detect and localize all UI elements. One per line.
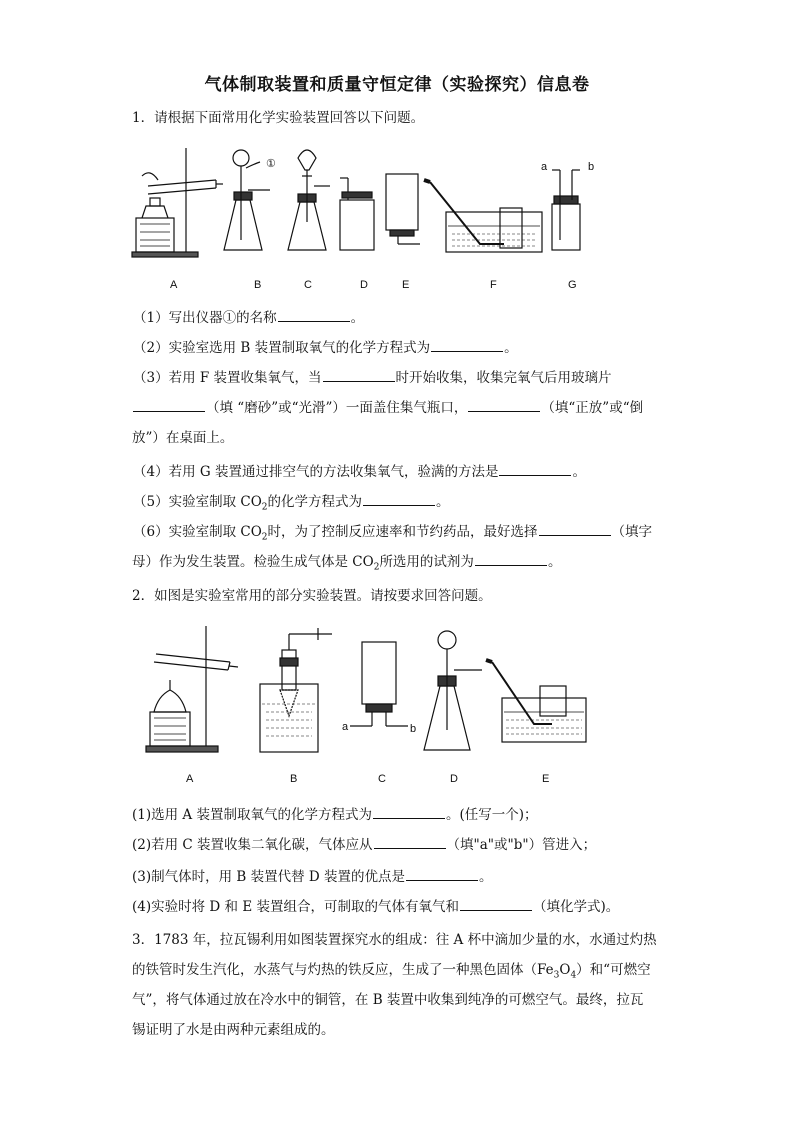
q1-part6-sub2: 2 [373,562,380,573]
q1-part6-text-c: （填字 [611,524,653,540]
q2-part1-end: 。(任写一个)； [445,807,538,823]
fig-label-D: D [450,773,458,785]
label-port-b: b [588,161,595,173]
q1-part1-text: （1）写出仪器①的名称 [133,310,277,326]
q1-part2-text: （2）实验室选用 B 装置制取氧气的化学方程式为 [133,340,431,356]
q1-part6-text-e: 所选用的试剂为 [379,554,474,570]
q2-part1-text: (1)选用 A 装置制取氧气的化学方程式为 [132,807,372,823]
q3-line2-text-a: 的铁管时发生汽化，水蒸气与灼热的铁反应，生成了一种黑色固体（Fe [132,962,554,978]
q1-part6-blank2[interactable] [475,552,547,566]
q2-part1 [132,805,672,825]
q1-part4-end: 。 [572,464,586,480]
q2-part4-end: （填化学式)。 [532,899,620,915]
q1-part6-sub: 2 [261,532,268,543]
q2-part3-text: (3)制气体时，用 B 装置代替 D 装置的优点是 [132,869,406,885]
q2-part3 [132,867,672,887]
q2-stem: 2．如图是实验室常用的部分实验装置。请按要求回答问题。 [132,588,492,604]
q3-line2-sub1: 3 [553,970,560,981]
q1-part3-line1 [133,368,673,388]
q1-part2-end: 。 [504,340,518,356]
q1-part5-blank[interactable] [363,492,435,506]
q1-part6-end: 。 [547,554,562,570]
q2-part3-blank[interactable] [406,867,478,881]
q2-figure [140,620,600,790]
label-circled-one: ① [266,158,276,170]
q1-part2-blank[interactable] [431,338,503,352]
q1-figure [128,140,598,300]
q1-part4-text: （4）若用 G 装置通过排空气的方法收集氧气，验满的方法是 [133,464,499,480]
q1-part3-text-c: （填 “磨砂”或“光滑”）一面盖住集气瓶口， [206,400,468,416]
label-port-b: b [410,723,417,735]
q1-part6-line2 [132,552,672,578]
q2-part4-blank[interactable] [460,897,532,911]
fig-label-A: A [186,773,194,785]
fig-label-D: D [360,279,368,291]
q1-part3-text-b: 时开始收集，收集完氧气后用玻璃片 [395,370,612,386]
q1-part1 [133,308,673,328]
q1-part3-line2 [132,398,672,418]
q3-line3: 气”，将气体通过放在冷水中的铜管，在 B 装置中收集到纯净的可燃空气。最终，拉瓦 [132,992,644,1008]
q1-part1-blank[interactable] [278,308,350,322]
q1-part1-end: 。 [350,310,365,326]
fig-label-E: E [542,773,550,785]
q2-part2-text: (2)若用 C 装置收集二氧化碳，气体应从 [132,837,373,853]
q2-part2-blank[interactable] [374,835,446,849]
fig-label-C: C [378,773,386,785]
q1-part2 [133,338,673,358]
q1-part5-text-b: 的化学方程式为 [267,494,363,510]
fig-label-B: B [290,773,298,785]
fig-label-G: G [568,279,577,291]
q1-apparatus-diagram [128,140,598,300]
fig-label-A: A [170,279,178,291]
q1-part3-blank1[interactable] [323,368,395,382]
q2-part2 [132,835,672,855]
label-port-a: a [541,161,548,173]
q1-part4 [133,462,673,482]
q3-line2-text-b: O [559,962,571,978]
fig-label-B: B [254,279,262,291]
q3-line1: 3．1783 年，拉瓦锡利用如图装置探究水的组成：往 A 杯中滴加少量的水，水通过灼热 [132,932,657,948]
q1-stem: 1．请根据下面常用化学实验装置回答以下问题。 [132,110,425,126]
q1-part5 [133,492,673,518]
q1-part6-text-a: （6）实验室制取 CO [133,524,262,540]
q1-part6-line1 [133,522,673,548]
page-title: 气体制取装置和质量守恒定律（实验探究）信息卷 [204,75,590,95]
q3-line2-text-c: ）和“可燃空 [576,962,651,978]
fig-label-E: E [402,279,410,291]
q1-part3-line3: 放”）在桌面上。 [132,430,234,446]
q3-line4: 锡证明了水是由两种元素组成的。 [132,1022,335,1038]
q1-part6-text-d: 母）作为发生装置。检验生成气体是 CO [132,554,374,570]
q1-part6-text-b: 时，为了控制反应速率和节约药品，最好选择 [267,524,538,540]
q1-part6-blank1[interactable] [539,522,611,536]
q1-part3-text-a: （3）若用 F 装置收集氧气，当 [133,370,322,386]
q3-line2-sub2: 4 [570,970,577,981]
q2-part1-blank[interactable] [373,805,445,819]
label-port-a: a [342,721,349,733]
q2-part3-end: 。 [479,869,493,885]
q1-part3-blank3[interactable] [468,398,540,412]
q1-part3-blank2[interactable] [133,398,205,412]
q2-part4 [132,897,672,917]
q2-apparatus-diagram [140,620,600,790]
q1-part5-text: （5）实验室制取 CO [133,494,262,510]
q1-part5-sub: 2 [261,502,268,513]
q3-line2 [132,960,672,986]
q2-part2-end: （填"a"或"b"）管进入； [446,837,597,853]
fig-label-C: C [304,279,312,291]
q2-part4-text: (4)实验时将 D 和 E 装置组合，可制取的气体有氧气和 [132,899,459,915]
q1-part4-blank[interactable] [499,462,571,476]
fig-label-F: F [490,279,497,291]
q1-part3-text-d: （填“正放”或“倒 [541,400,644,416]
q1-part5-end: 。 [436,494,450,510]
